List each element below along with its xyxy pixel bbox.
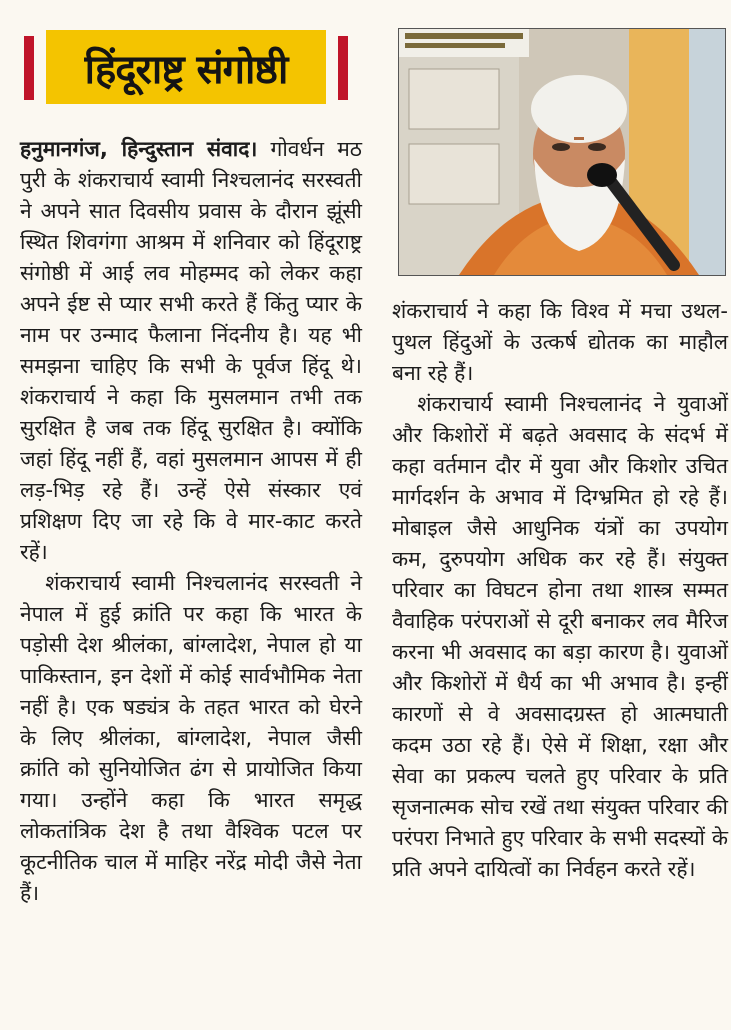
article-column-right bbox=[392, 296, 728, 885]
first-paragraph bbox=[20, 134, 362, 568]
paragraph: शंकराचार्य ने कहा कि विश्व में मचा उथल-पुथल हिंदुओं के उत्कर्ष द्योतक का माहौल बना रहे हैं। bbox=[392, 299, 728, 385]
paragraph-text: गोवर्धन मठ पुरी के शंकराचार्य स्वामी निश्चलानंद सरस्वती ने अपने सात दिवसीय प्रवास के दौरान झूंसी स्थित शिवगंगा आश्रम में शनिवार को हिंदूराष्ट्र संगोष्ठी में आई लव मोहम्मद को लेकर कहा अपने ईष्ट से प्यार सभी करते हैं किंतु प्यार के नाम पर उन्माद फैलाना निंदनीय है। यह भी समझना चाहिए कि सभी के पूर्वज हिंदू थे। शंकराचार्य ने कहा कि मुसलमान तभी तक सुरक्षित है जब तक हिंदू सुरक्षित है। क्योंकि जहां हिंदू नहीं हैं, वहां मुसलमान आपस में ही लड़-भिड़ रहे हैं। उन्हें ऐसे संस्कार एवं प्रशिक्षण दिए जा रहे कि वे मार-काट करते रहें। bbox=[20, 137, 362, 564]
accent-bar-left bbox=[24, 36, 34, 100]
headline: हिंदूराष्ट्र संगोष्ठी bbox=[46, 30, 326, 104]
dateline: हनुमानगंज, हिन्दुस्तान संवाद। bbox=[20, 137, 258, 161]
accent-bar-right bbox=[338, 36, 348, 100]
headline-banner bbox=[24, 30, 348, 104]
article-column-left bbox=[20, 134, 362, 909]
speaker-photo bbox=[398, 28, 726, 276]
paragraph: शंकराचार्य स्वामी निश्चलानंद सरस्वती ने नेपाल में हुई क्रांति पर कहा कि भारत के पड़ोसी देश श्रीलंका, बांग्लादेश, नेपाल हो या पाकिस्तान, इन देशों में कोई सार्वभौमिक नेता नहीं है। एक षड्यंत्र के तहत भारत को घेरने के लिए श्रीलंका, बांग्लादेश, नेपाल जैसी क्रांति को सुनियोजित ढंग से प्रायोजित किया गया। उन्होंने कहा कि भारत समृद्ध लोकतांत्रिक देश है तथा वैश्विक पटल पर कूटनीतिक चाल में माहिर नरेंद्र मोदी जैसे नेता हैं। bbox=[20, 571, 362, 905]
paragraph: शंकराचार्य स्वामी निश्चलानंद ने युवाओं और किशोरों में बढ़ते अवसाद के संदर्भ में कहा वर्तमान दौर में युवा और किशोर उचित मार्गदर्शन के अभाव में दिग्भ्रमित हो रहे हैं। मोबाइल जैसे आधुनिक यंत्रों का उपयोग कम, दुरुपयोग अधिक कर रहे हैं। संयुक्त परिवार का विघटन होना तथा शास्त्र सम्मत वैवाहिक परंपराओं से दूरी बनाकर लव मैरिज करना भी अवसाद का बड़ा कारण है। युवाओं और किशोरों में धैर्य का भी अभाव है। इन्हीं कारणों से वे अवसादग्रस्त हो आत्मघाती कदम उठा रहे हैं। ऐसे में शिक्षा, रक्षा और सेवा का प्रकल्प चलते हुए परिवार के प्रति सृजनात्मक सोच रखें तथा संयुक्त परिवार की परंपरा निभाते हुए परिवार के सभी सदस्यों के प्रति अपने दायित्वों का निर्वहन करते रहें। bbox=[392, 392, 728, 881]
